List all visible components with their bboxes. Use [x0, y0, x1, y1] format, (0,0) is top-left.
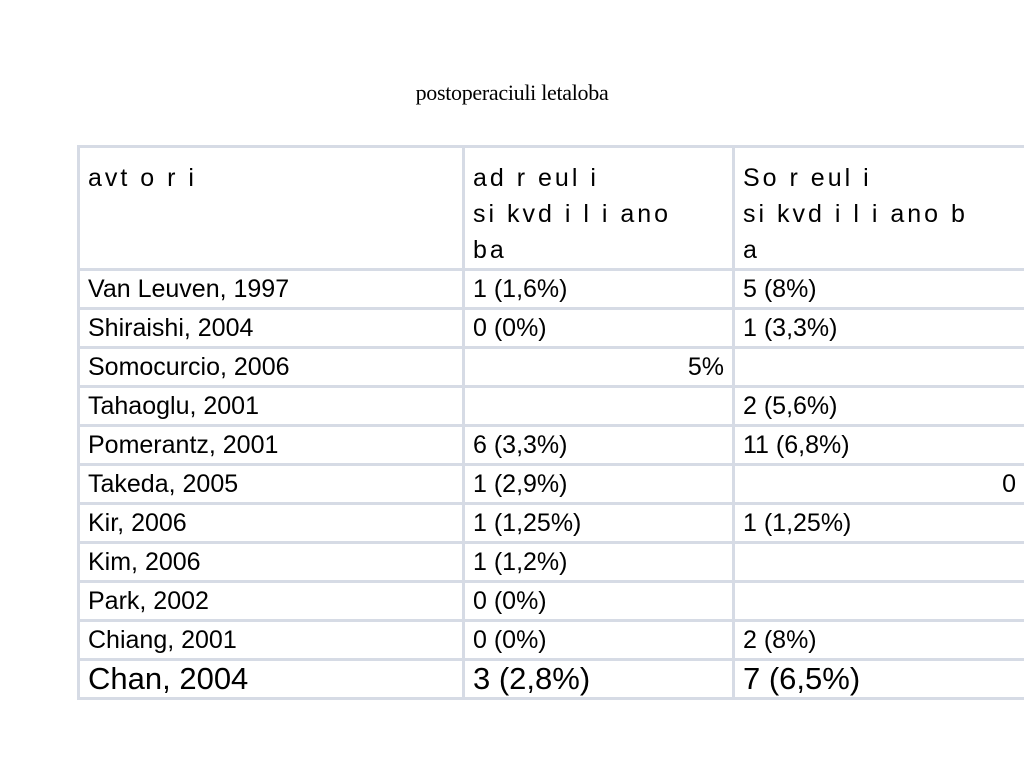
early-mortality-cell: 0 (0%) [464, 309, 734, 348]
author-cell: Van Leuven, 1997 [79, 270, 464, 309]
table-row [79, 465, 1024, 504]
early-mortality-cell: 1 (1,2%) [464, 543, 734, 582]
late-mortality-cell: 1 (3,3%) [734, 309, 1024, 348]
author-cell: Takeda, 2005 [79, 465, 464, 504]
table-row [79, 543, 1024, 582]
table-row [79, 426, 1024, 465]
late-mortality-cell: 0 [734, 465, 1024, 504]
early-mortality-cell [464, 387, 734, 426]
early-mortality-cell: 1 (1,6%) [464, 270, 734, 309]
early-mortality-cell: 0 (0%) [464, 582, 734, 621]
header-line: si kvd i l i ano [473, 200, 672, 228]
early-mortality-cell: 1 (2,9%) [464, 465, 734, 504]
author-cell: Kir, 2006 [79, 504, 464, 543]
table-row [79, 270, 1024, 309]
table-row [79, 504, 1024, 543]
header-line: ba [473, 236, 507, 264]
late-mortality-cell: 5 (8%) [734, 270, 1024, 309]
author-cell: Park, 2002 [79, 582, 464, 621]
header-line: si kvd i l i ano b [743, 200, 968, 228]
early-mortality-cell: 6 (3,3%) [464, 426, 734, 465]
author-cell: Kim, 2006 [79, 543, 464, 582]
author-cell: Shiraishi, 2004 [79, 309, 464, 348]
table-row [79, 348, 1024, 387]
early-mortality-cell: 5% [464, 348, 734, 387]
table-row [79, 309, 1024, 348]
author-cell: Chan, 2004 [79, 660, 464, 699]
late-mortality-cell [734, 543, 1024, 582]
header-cell-early-mortality [464, 147, 734, 270]
late-mortality-cell: 11 (6,8%) [734, 426, 1024, 465]
late-mortality-cell [734, 348, 1024, 387]
author-cell: Somocurcio, 2006 [79, 348, 464, 387]
early-mortality-cell: 0 (0%) [464, 621, 734, 660]
late-mortality-cell [734, 582, 1024, 621]
early-mortality-cell: 3 (2,8%) [464, 660, 734, 699]
table-row [79, 621, 1024, 660]
header-line: avt o r i [88, 164, 197, 192]
author-cell: Chiang, 2001 [79, 621, 464, 660]
late-mortality-cell: 2 (5,6%) [734, 387, 1024, 426]
late-mortality-cell: 2 (8%) [734, 621, 1024, 660]
late-mortality-cell: 1 (1,25%) [734, 504, 1024, 543]
header-cell-late-mortality [734, 147, 1024, 270]
slide-title: postoperaciuli letaloba [415, 80, 609, 105]
results-table [77, 145, 1024, 700]
header-line: ad r eul i [473, 164, 599, 192]
author-cell: Pomerantz, 2001 [79, 426, 464, 465]
table-row [79, 582, 1024, 621]
header-cell-authors [79, 147, 464, 270]
header-line: So r eul i [743, 164, 872, 192]
table-row [79, 660, 1024, 699]
early-mortality-cell: 1 (1,25%) [464, 504, 734, 543]
author-cell: Tahaoglu, 2001 [79, 387, 464, 426]
header-line: a [743, 236, 760, 264]
table-header-row [79, 147, 1024, 270]
late-mortality-cell: 7 (6,5%) [734, 660, 1024, 699]
table-row [79, 387, 1024, 426]
